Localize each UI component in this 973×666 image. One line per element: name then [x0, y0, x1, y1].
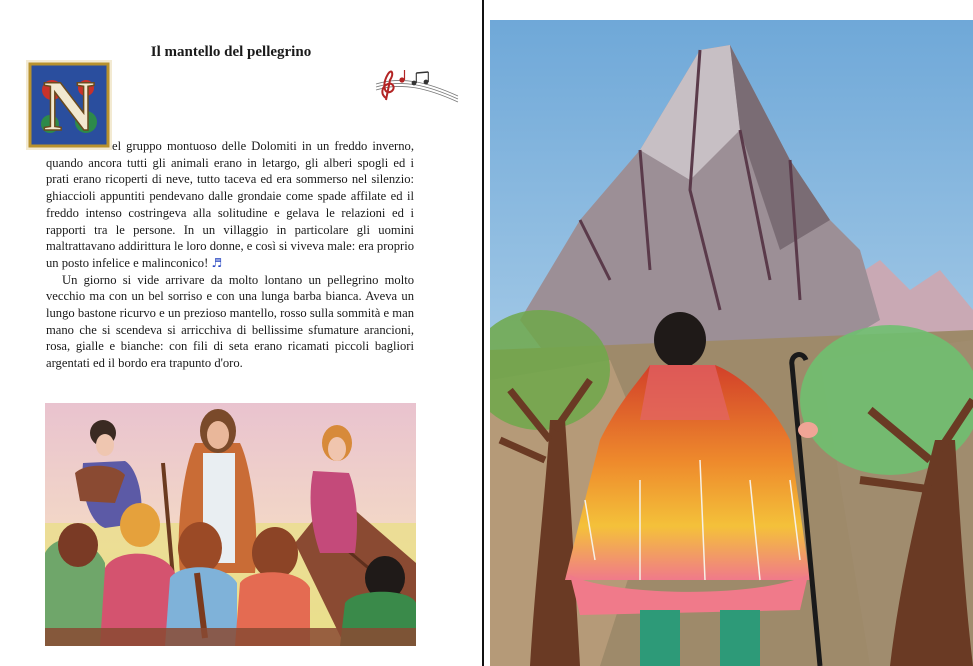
paragraph-2: Un giorno si vide arrivare da molto lontano un pellegrino molto vecchio ma con un bel sorriso e con una lunga barba bianca. Aveva un lungo bastone ricurvo e un prezioso mantello, rosso sulla sommità e man mano che si scendeva si arricchiva di bellissime sfumature arancioni, rosa, gialle e bianche: con fili di seta erano ricamati piccoli bagliori argentati ed il bordo era trapunto d'oro. — [46, 272, 414, 371]
story-text — [46, 138, 414, 372]
music-note-icon: ♬ — [211, 255, 223, 270]
paragraph-1: el gruppo montuoso delle Dolomiti in un freddo inverno, quando ancora tutti gli animali erano in letargo, gli alberi spogli ed i prati erano ricoperti di neve, tutto taceva ed era sommerso nel silenzio: ghiaccioli appuntiti pendevano dalle grondaie come spade affilate ed il freddo intenso costringeva alla solitudine e gelava le relazioni ed i rapporti tra le persone. In un villaggio in particolare gli uomini maltrattavano addirittura le loro donne, e così si viveva male: era proprio un posto infelice e malinconico! ♬ — [46, 139, 414, 270]
story-title: Il mantello del pellegrino — [150, 44, 312, 60]
village-gathering-illustration — [45, 403, 416, 646]
pilgrim-mountain-painting — [490, 20, 973, 666]
left-page — [0, 0, 482, 666]
illuminated-dropcap — [26, 60, 112, 150]
treble-clef-music-notes-icon — [372, 66, 462, 104]
dropcap-letter: N — [43, 66, 95, 146]
